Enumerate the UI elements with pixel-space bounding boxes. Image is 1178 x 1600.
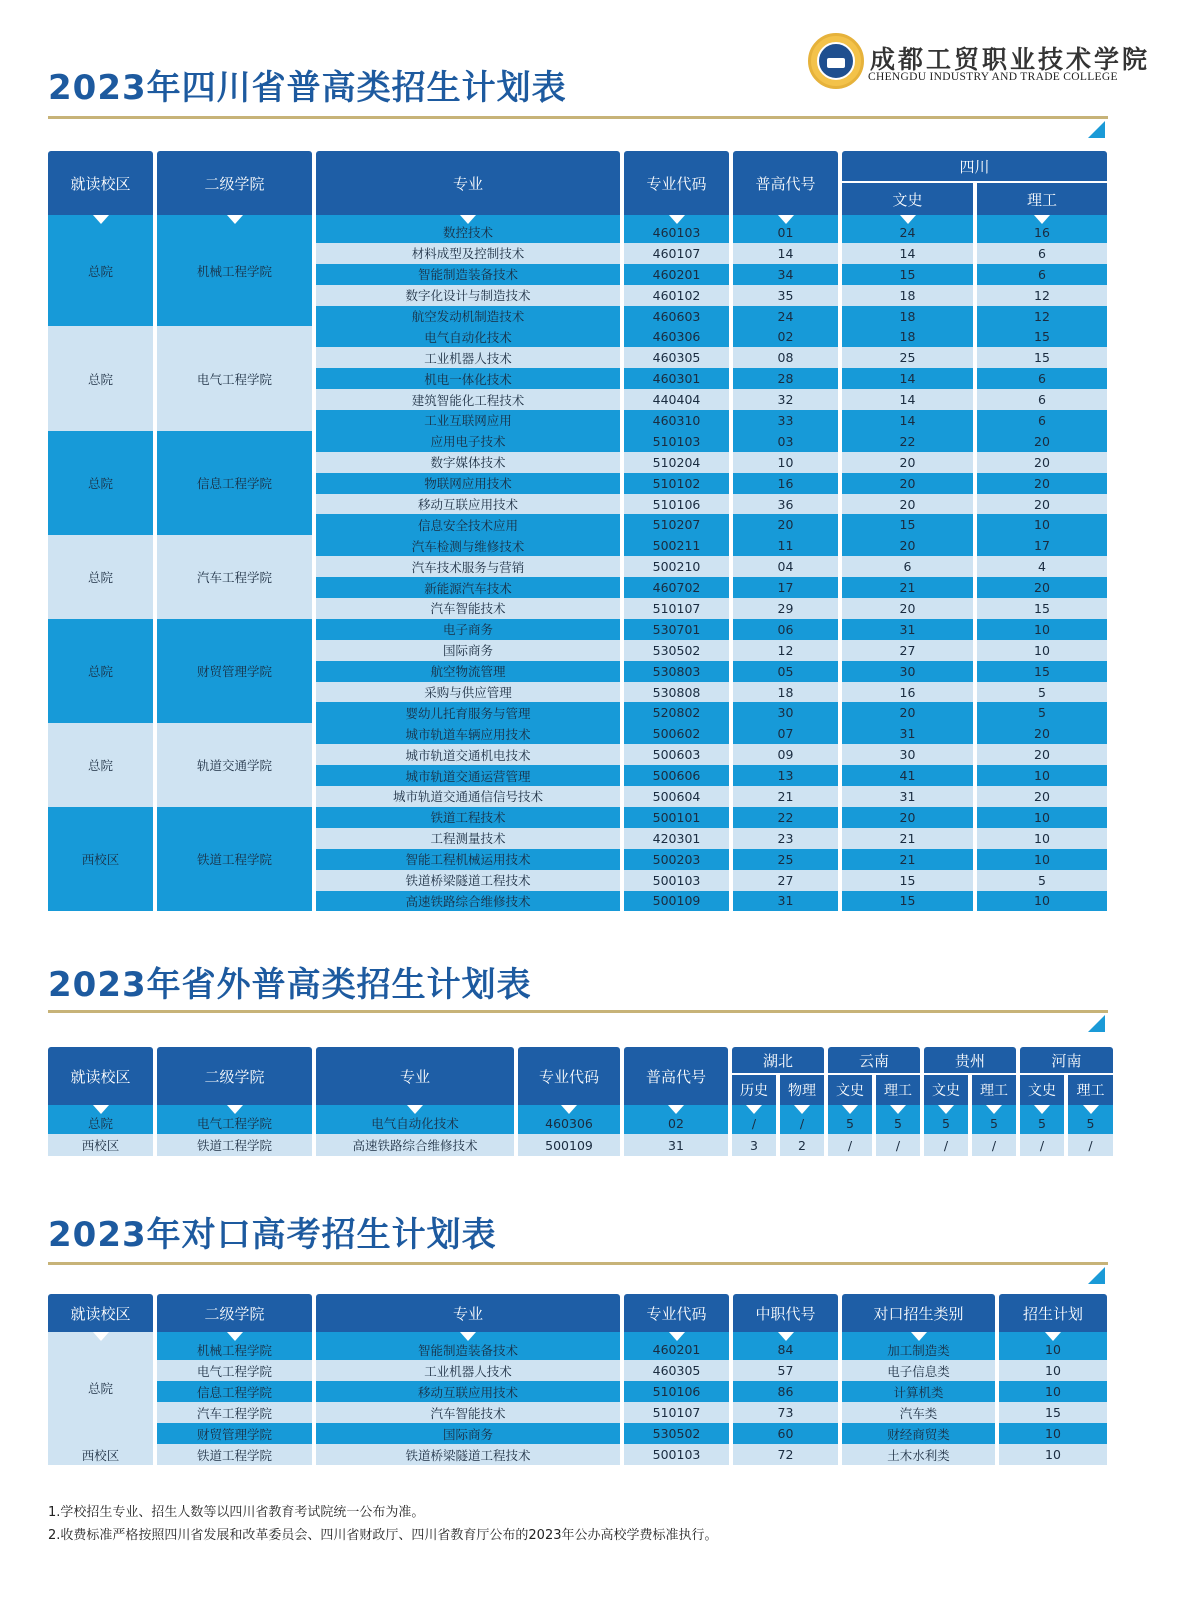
- zz-code-cell: 57: [733, 1360, 838, 1381]
- zz-code-cell: 72: [733, 1444, 838, 1465]
- header-subject: 理工: [1068, 1075, 1113, 1105]
- header-category: 对口招生类别: [842, 1294, 995, 1332]
- wen-cell: 21: [842, 577, 973, 598]
- wen-cell: 14: [842, 389, 973, 410]
- college-cell: 铁道工程学院: [157, 1134, 312, 1156]
- code-cell: 460201: [624, 264, 729, 285]
- pg_code-cell: 22: [733, 807, 838, 828]
- plan-cell: 10: [999, 1423, 1107, 1444]
- code-cell: 500606: [624, 765, 729, 786]
- pg_code-cell: 27: [733, 870, 838, 891]
- header-college: 二级学院: [157, 1047, 312, 1105]
- code-cell: 500210: [624, 556, 729, 577]
- wen-cell: 31: [842, 619, 973, 640]
- major-cell: 城市轨道车辆应用技术: [316, 723, 620, 744]
- wen-cell: 6: [842, 556, 973, 577]
- guizhou-li-cell: /: [972, 1134, 1016, 1156]
- pg_code-cell: 33: [733, 410, 838, 431]
- header-plan: 招生计划: [999, 1294, 1107, 1332]
- header-campus: 就读校区: [48, 1047, 153, 1105]
- pg_code-cell: 36: [733, 494, 838, 515]
- li-cell: 5: [977, 702, 1107, 723]
- major-cell: 工业机器人技术: [316, 347, 620, 368]
- major-cell: 采购与供应管理: [316, 682, 620, 703]
- campus-cell: 西校区: [48, 1134, 153, 1156]
- code-cell: 530803: [624, 661, 729, 682]
- wen-cell: 20: [842, 702, 973, 723]
- li-cell: 15: [977, 598, 1107, 619]
- wen-cell: 18: [842, 326, 973, 347]
- henan-wen-cell: /: [1020, 1134, 1064, 1156]
- li-cell: 15: [977, 347, 1107, 368]
- li-cell: 20: [977, 577, 1107, 598]
- header-subject: 历史: [732, 1075, 776, 1105]
- major-cell: 高速铁路综合维修技术: [316, 891, 620, 912]
- college-cell: 财贸管理学院: [157, 1423, 312, 1444]
- li-cell: 20: [977, 431, 1107, 452]
- header-pg-code: 普高代号: [624, 1047, 728, 1105]
- li-cell: 5: [977, 682, 1107, 703]
- major-cell: 国际商务: [316, 640, 620, 661]
- header-li: 理工: [977, 183, 1107, 215]
- wen-cell: 20: [842, 452, 973, 473]
- major-cell: 工业互联网应用: [316, 410, 620, 431]
- code-cell: 460102: [624, 285, 729, 306]
- header-province: 河南: [1020, 1047, 1113, 1075]
- li-cell: 16: [977, 222, 1107, 243]
- pg_code-cell: 12: [733, 640, 838, 661]
- code-cell: 460305: [624, 1360, 729, 1381]
- li-cell: 10: [977, 891, 1107, 912]
- campus-cell: 总院: [48, 535, 153, 619]
- code-cell: 530502: [624, 1423, 729, 1444]
- wen-cell: 21: [842, 849, 973, 870]
- pg_code-cell: 07: [733, 723, 838, 744]
- li-cell: 4: [977, 556, 1107, 577]
- corner-triangle-icon: [1088, 121, 1105, 138]
- major-cell: 电子商务: [316, 619, 620, 640]
- sichuan-plan-table: [48, 151, 1105, 911]
- header-province: 湖北: [732, 1047, 824, 1075]
- divider: [48, 116, 1108, 119]
- li-cell: 12: [977, 285, 1107, 306]
- pg_code-cell: 23: [733, 828, 838, 849]
- major-cell: 铁道工程技术: [316, 807, 620, 828]
- wen-cell: 16: [842, 682, 973, 703]
- pg_code-cell: 32: [733, 389, 838, 410]
- li-cell: 20: [977, 452, 1107, 473]
- major-cell: 建筑智能化工程技术: [316, 389, 620, 410]
- code-cell: 510204: [624, 452, 729, 473]
- college-cell: 电气工程学院: [157, 1112, 312, 1134]
- wen-cell: 25: [842, 347, 973, 368]
- header-subject: 文史: [828, 1075, 872, 1105]
- code-cell: 500602: [624, 723, 729, 744]
- pg-code-cell: 31: [624, 1134, 728, 1156]
- wen-cell: 14: [842, 368, 973, 389]
- major-cell: 新能源汽车技术: [316, 577, 620, 598]
- pg_code-cell: 21: [733, 786, 838, 807]
- code-cell: 500211: [624, 535, 729, 556]
- major-cell: 汽车智能技术: [316, 598, 620, 619]
- li-cell: 6: [977, 368, 1107, 389]
- wen-cell: 15: [842, 870, 973, 891]
- pg_code-cell: 02: [733, 326, 838, 347]
- code-cell: 460201: [624, 1339, 729, 1360]
- college-cell: 电气工程学院: [157, 1360, 312, 1381]
- major-cell: 智能制造装备技术: [316, 264, 620, 285]
- major-cell: 婴幼儿托育服务与管理: [316, 702, 620, 723]
- wen-cell: 20: [842, 598, 973, 619]
- major-cell: 数控技术: [316, 222, 620, 243]
- campus-cell: 总院: [48, 1112, 153, 1134]
- zz-code-cell: 60: [733, 1423, 838, 1444]
- henan-li-cell: 5: [1068, 1112, 1113, 1134]
- pg_code-cell: 04: [733, 556, 838, 577]
- major-cell: 铁道桥梁隧道工程技术: [316, 870, 620, 891]
- li-cell: 20: [977, 723, 1107, 744]
- code-cell: 460306: [624, 326, 729, 347]
- wen-cell: 41: [842, 765, 973, 786]
- pg_code-cell: 25: [733, 849, 838, 870]
- code-cell: 510207: [624, 514, 729, 535]
- yunnan-wen-cell: 5: [828, 1112, 872, 1134]
- header-subject: 物理: [780, 1075, 824, 1105]
- header-zz-code: 中职代号: [733, 1294, 838, 1332]
- li-cell: 20: [977, 786, 1107, 807]
- major-cell: 电气自动化技术: [316, 1112, 514, 1134]
- code-cell: 510107: [624, 1402, 729, 1423]
- guizhou-wen-cell: 5: [924, 1112, 968, 1134]
- code-cell: 500203: [624, 849, 729, 870]
- plan-cell: 10: [999, 1339, 1107, 1360]
- code-cell: 440404: [624, 389, 729, 410]
- code-cell: 530502: [624, 640, 729, 661]
- pg_code-cell: 35: [733, 285, 838, 306]
- brand-name-cn: 成都工贸职业技术学院: [870, 45, 1151, 74]
- campus-cell: 总院: [48, 619, 153, 723]
- campus-cell: 总院: [48, 1332, 153, 1444]
- college-cell: 轨道交通学院: [157, 723, 312, 807]
- pg_code-cell: 01: [733, 222, 838, 243]
- wen-cell: 14: [842, 243, 973, 264]
- note-2: 2.收费标准严格按照四川省发展和改革委员会、四川省财政厅、四川省教育厅公布的2023年公办高校学费标准执行。: [48, 1528, 718, 1543]
- major-cell: 信息安全技术应用: [316, 514, 620, 535]
- major-cell: 移动互联应用技术: [316, 1381, 620, 1402]
- pg_code-cell: 18: [733, 682, 838, 703]
- pg_code-cell: 03: [733, 431, 838, 452]
- li-cell: 6: [977, 243, 1107, 264]
- zz-code-cell: 84: [733, 1339, 838, 1360]
- header-subject: 文史: [924, 1075, 968, 1105]
- note-1: 1.学校招生专业、招生人数等以四川省教育考试院统一公布为准。: [48, 1505, 425, 1520]
- corner-triangle-icon: [1088, 1015, 1105, 1032]
- major-cell: 物联网应用技术: [316, 473, 620, 494]
- wen-cell: 18: [842, 306, 973, 327]
- major-cell: 工业机器人技术: [316, 1360, 620, 1381]
- code-cell: 460603: [624, 306, 729, 327]
- major-cell: 工程测量技术: [316, 828, 620, 849]
- li-cell: 5: [977, 870, 1107, 891]
- header-major: 专业: [316, 151, 620, 215]
- major-cell: 城市轨道交通运营管理: [316, 765, 620, 786]
- header-code: 专业代码: [624, 151, 729, 215]
- li-cell: 6: [977, 264, 1107, 285]
- major-cell: 国际商务: [316, 1423, 620, 1444]
- wen-cell: 30: [842, 661, 973, 682]
- code-cell: 500109: [518, 1134, 620, 1156]
- hubei-phys-cell: 2: [780, 1134, 824, 1156]
- major-cell: 汽车检测与维修技术: [316, 535, 620, 556]
- college-cell: 汽车工程学院: [157, 535, 312, 619]
- zz-code-cell: 86: [733, 1381, 838, 1402]
- header-college: 二级学院: [157, 151, 312, 215]
- li-cell: 12: [977, 306, 1107, 327]
- pg_code-cell: 06: [733, 619, 838, 640]
- header-pg-code: 普高代号: [733, 151, 838, 215]
- pg_code-cell: 10: [733, 452, 838, 473]
- header-campus: 就读校区: [48, 151, 153, 215]
- major-cell: 城市轨道交通机电技术: [316, 744, 620, 765]
- wen-cell: 22: [842, 431, 973, 452]
- pg_code-cell: 08: [733, 347, 838, 368]
- li-cell: 6: [977, 389, 1107, 410]
- college-cell: 信息工程学院: [157, 431, 312, 535]
- henan-wen-cell: 5: [1020, 1112, 1064, 1134]
- code-cell: 510106: [624, 1381, 729, 1402]
- guizhou-wen-cell: /: [924, 1134, 968, 1156]
- li-cell: 10: [977, 807, 1107, 828]
- major-cell: 高速铁路综合维修技术: [316, 1134, 514, 1156]
- major-cell: 数字化设计与制造技术: [316, 285, 620, 306]
- li-cell: 10: [977, 849, 1107, 870]
- campus-cell: 总院: [48, 431, 153, 535]
- yunnan-li-cell: /: [876, 1134, 920, 1156]
- code-cell: 510106: [624, 494, 729, 515]
- category-cell: 电子信息类: [842, 1360, 995, 1381]
- campus-cell: 西校区: [48, 1444, 153, 1465]
- college-logo: [808, 33, 864, 89]
- li-cell: 20: [977, 473, 1107, 494]
- header-campus: 就读校区: [48, 1294, 153, 1332]
- major-cell: 汽车技术服务与营销: [316, 556, 620, 577]
- campus-cell: 总院: [48, 723, 153, 807]
- code-cell: 530808: [624, 682, 729, 703]
- plan-cell: 10: [999, 1444, 1107, 1465]
- college-cell: 电气工程学院: [157, 326, 312, 430]
- category-cell: 汽车类: [842, 1402, 995, 1423]
- yunnan-wen-cell: /: [828, 1134, 872, 1156]
- category-cell: 计算机类: [842, 1381, 995, 1402]
- code-cell: 510102: [624, 473, 729, 494]
- header-subject: 文史: [1020, 1075, 1064, 1105]
- pg_code-cell: 09: [733, 744, 838, 765]
- li-cell: 6: [977, 410, 1107, 431]
- header-subject: 理工: [972, 1075, 1016, 1105]
- hubei-hist-cell: 3: [732, 1134, 776, 1156]
- code-cell: 460103: [624, 222, 729, 243]
- college-cell: 财贸管理学院: [157, 619, 312, 723]
- header-major: 专业: [316, 1047, 514, 1105]
- li-cell: 20: [977, 494, 1107, 515]
- header-province: 贵州: [924, 1047, 1016, 1075]
- category-cell: 加工制造类: [842, 1339, 995, 1360]
- code-cell: 500103: [624, 870, 729, 891]
- pg_code-cell: 30: [733, 702, 838, 723]
- wen-cell: 18: [842, 285, 973, 306]
- li-cell: 15: [977, 326, 1107, 347]
- section-title-outside: 2023年省外普高类招生计划表: [48, 965, 532, 1005]
- li-cell: 17: [977, 535, 1107, 556]
- wen-cell: 20: [842, 473, 973, 494]
- plan-cell: 10: [999, 1360, 1107, 1381]
- code-cell: 460107: [624, 243, 729, 264]
- header-wen: 文史: [842, 183, 973, 215]
- campus-cell: 西校区: [48, 807, 153, 911]
- henan-li-cell: /: [1068, 1134, 1113, 1156]
- code-cell: 460301: [624, 368, 729, 389]
- brand-name-en: CHENGDU INDUSTRY AND TRADE COLLEGE: [868, 71, 1118, 83]
- divider: [48, 1010, 1108, 1013]
- category-cell: 财经商贸类: [842, 1423, 995, 1444]
- major-cell: 电气自动化技术: [316, 326, 620, 347]
- zz-code-cell: 73: [733, 1402, 838, 1423]
- li-cell: 10: [977, 640, 1107, 661]
- pg_code-cell: 17: [733, 577, 838, 598]
- code-cell: 500603: [624, 744, 729, 765]
- college-cell: 铁道工程学院: [157, 1444, 312, 1465]
- code-cell: 500101: [624, 807, 729, 828]
- section-title-vocational: 2023年对口高考招生计划表: [48, 1215, 497, 1255]
- code-cell: 500604: [624, 786, 729, 807]
- pg_code-cell: 13: [733, 765, 838, 786]
- header-major: 专业: [316, 1294, 620, 1332]
- pg_code-cell: 28: [733, 368, 838, 389]
- header-province: 四川: [842, 151, 1107, 183]
- li-cell: 20: [977, 744, 1107, 765]
- header-college: 二级学院: [157, 1294, 312, 1332]
- code-cell: 460305: [624, 347, 729, 368]
- pg-code-cell: 02: [624, 1112, 728, 1134]
- campus-cell: 总院: [48, 326, 153, 430]
- wen-cell: 27: [842, 640, 973, 661]
- college-cell: 信息工程学院: [157, 1381, 312, 1402]
- wen-cell: 20: [842, 807, 973, 828]
- major-cell: 智能制造装备技术: [316, 1339, 620, 1360]
- code-cell: 460306: [518, 1112, 620, 1134]
- section-title-sichuan: 2023年四川省普高类招生计划表: [48, 68, 567, 108]
- code-cell: 460310: [624, 410, 729, 431]
- college-cell: 机械工程学院: [157, 215, 312, 326]
- major-cell: 航空物流管理: [316, 661, 620, 682]
- pg_code-cell: 29: [733, 598, 838, 619]
- pg_code-cell: 24: [733, 306, 838, 327]
- code-cell: 510103: [624, 431, 729, 452]
- li-cell: 15: [977, 661, 1107, 682]
- wen-cell: 15: [842, 264, 973, 285]
- major-cell: 应用电子技术: [316, 431, 620, 452]
- wen-cell: 30: [842, 744, 973, 765]
- plan-cell: 15: [999, 1402, 1107, 1423]
- header-code: 专业代码: [624, 1294, 729, 1332]
- category-cell: 土木水利类: [842, 1444, 995, 1465]
- li-cell: 10: [977, 828, 1107, 849]
- wen-cell: 20: [842, 494, 973, 515]
- major-cell: 汽车智能技术: [316, 1402, 620, 1423]
- college-cell: 机械工程学院: [157, 1339, 312, 1360]
- outside-plan-table: [48, 1047, 1105, 1156]
- pg_code-cell: 05: [733, 661, 838, 682]
- hubei-phys-cell: /: [780, 1112, 824, 1134]
- li-cell: 10: [977, 514, 1107, 535]
- wen-cell: 31: [842, 786, 973, 807]
- wen-cell: 31: [842, 723, 973, 744]
- code-cell: 460702: [624, 577, 729, 598]
- code-cell: 500109: [624, 891, 729, 912]
- plan-cell: 10: [999, 1381, 1107, 1402]
- vocational-plan-table: [48, 1294, 1105, 1465]
- wen-cell: 24: [842, 222, 973, 243]
- code-cell: 530701: [624, 619, 729, 640]
- header-subject: 理工: [876, 1075, 920, 1105]
- corner-triangle-icon: [1088, 1267, 1105, 1284]
- college-cell: 汽车工程学院: [157, 1402, 312, 1423]
- pg_code-cell: 11: [733, 535, 838, 556]
- code-cell: 500103: [624, 1444, 729, 1465]
- code-cell: 520802: [624, 702, 729, 723]
- pg_code-cell: 31: [733, 891, 838, 912]
- major-cell: 航空发动机制造技术: [316, 306, 620, 327]
- pg_code-cell: 20: [733, 514, 838, 535]
- pg_code-cell: 16: [733, 473, 838, 494]
- divider: [48, 1262, 1108, 1265]
- major-cell: 移动互联应用技术: [316, 494, 620, 515]
- li-cell: 10: [977, 765, 1107, 786]
- campus-cell: 总院: [48, 215, 153, 326]
- guizhou-li-cell: 5: [972, 1112, 1016, 1134]
- hubei-hist-cell: /: [732, 1112, 776, 1134]
- code-cell: 420301: [624, 828, 729, 849]
- major-cell: 智能工程机械运用技术: [316, 849, 620, 870]
- pg_code-cell: 14: [733, 243, 838, 264]
- college-cell: 铁道工程学院: [157, 807, 312, 911]
- wen-cell: 15: [842, 514, 973, 535]
- major-cell: 数字媒体技术: [316, 452, 620, 473]
- wen-cell: 14: [842, 410, 973, 431]
- pg_code-cell: 34: [733, 264, 838, 285]
- wen-cell: 21: [842, 828, 973, 849]
- major-cell: 城市轨道交通通信信号技术: [316, 786, 620, 807]
- wen-cell: 15: [842, 891, 973, 912]
- li-cell: 10: [977, 619, 1107, 640]
- wen-cell: 20: [842, 535, 973, 556]
- header-code: 专业代码: [518, 1047, 620, 1105]
- major-cell: 机电一体化技术: [316, 368, 620, 389]
- major-cell: 铁道桥梁隧道工程技术: [316, 1444, 620, 1465]
- code-cell: 510107: [624, 598, 729, 619]
- yunnan-li-cell: 5: [876, 1112, 920, 1134]
- header-province: 云南: [828, 1047, 920, 1075]
- major-cell: 材料成型及控制技术: [316, 243, 620, 264]
